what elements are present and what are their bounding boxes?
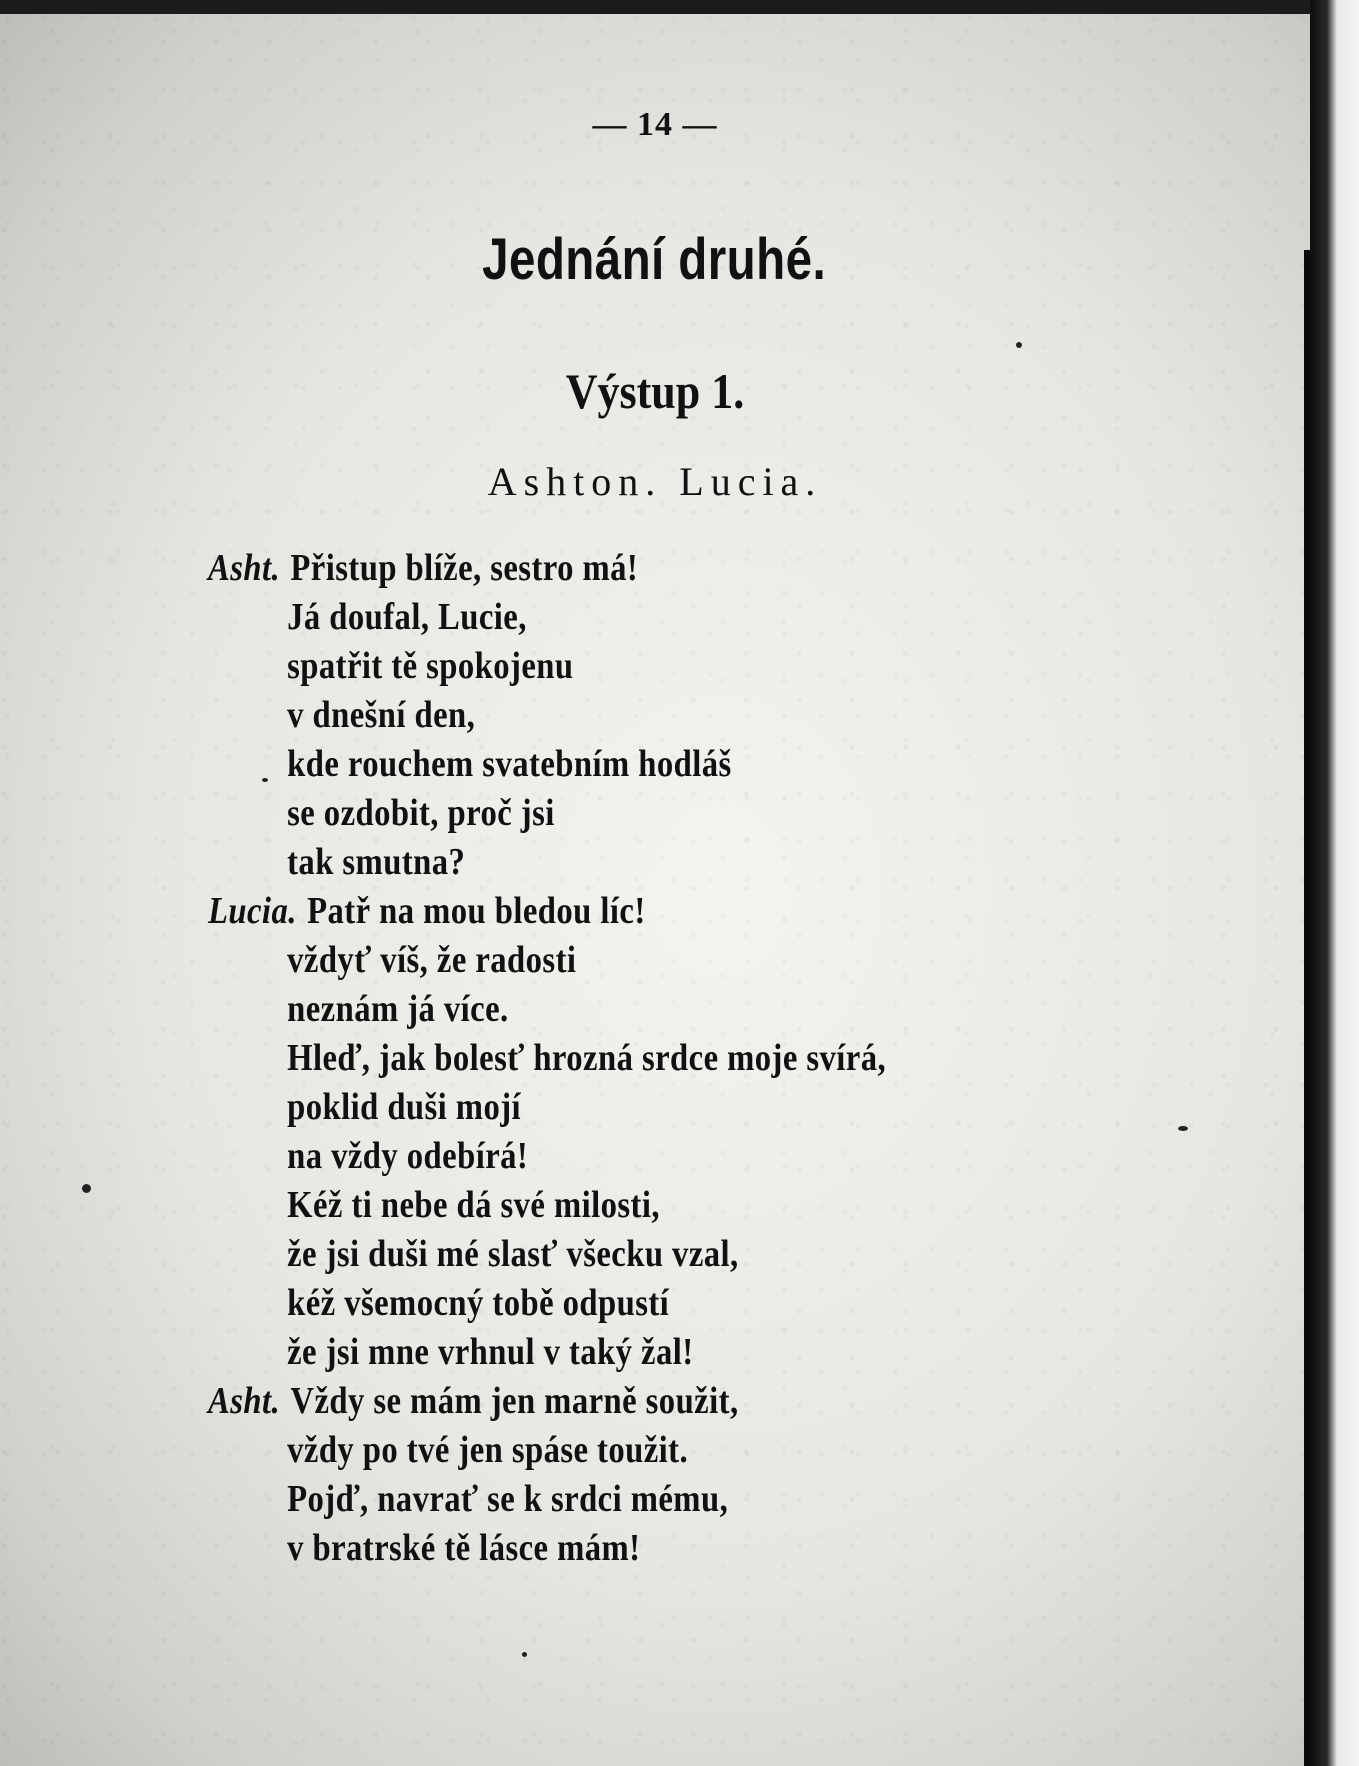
line-text: se ozdobit, proč jsi [287,792,555,834]
line-text: na vždy odebírá! [287,1135,529,1177]
character-list: Ashton. Lucia. [487,459,823,504]
dialogue-line [208,593,1137,642]
dialogue-line [208,642,1137,691]
line-text: že jsi mne vrhnul v taký žal! [287,1331,694,1373]
line-text: poklid duši mojí [287,1086,522,1128]
dialogue-line [208,936,1137,985]
line-text: Přistup blíže, sestro má! [290,547,639,589]
dialogue-line [208,887,1137,936]
line-text: kéž všemocný tobě odpustí [287,1282,670,1324]
line-text: Hleď, jak bolesť hrozná srdce moje svírá, [287,1037,887,1079]
dialogue-line [208,1377,1137,1426]
line-text: Pojď, navrať se k srdci mému, [287,1478,729,1520]
line-text: že jsi duši mé slasť všecku vzal, [287,1233,739,1275]
dialogue-line [208,1279,1137,1328]
dialogue-line [208,1426,1137,1475]
dialogue-block [208,544,1288,1573]
dialogue-line [208,789,1137,838]
ink-speck [1178,1126,1188,1131]
ink-speck [262,778,268,782]
line-text: Já doufal, Lucie, [287,596,527,638]
dialogue-line [208,691,1137,740]
dialogue-line [208,985,1137,1034]
line-text: kde rouchem svatebním hodláš [287,743,732,785]
ink-speck [82,1184,91,1193]
speaker-name: Lucia. [208,890,297,932]
speaker-name: Asht. [208,1380,281,1422]
dialogue-line [208,1328,1137,1377]
dialogue-line [208,1230,1137,1279]
line-text: v dnešní den, [287,694,476,736]
dialogue-line [208,1083,1137,1132]
line-text: spatřit tě spokojenu [287,645,574,687]
page-number: — 14 — [592,106,718,143]
book-page [0,14,1310,1766]
line-text: neznám já více. [287,988,509,1030]
scene-title: Výstup 1. [565,363,745,419]
dialogue-line [208,740,1137,789]
line-text: vždy po tvé jen spáse toužit. [287,1429,689,1471]
book-binding [1310,0,1359,1766]
dialogue-line [208,1034,1137,1083]
line-text: tak smutna? [287,841,466,883]
ink-speck [522,1652,527,1657]
dialogue-line [208,544,1137,593]
line-text: Patř na mou bledou líc! [307,890,646,932]
dialogue-line [208,1132,1137,1181]
line-text: Kéž ti nebe dá své milosti, [287,1184,660,1226]
dialogue-line [208,838,1137,887]
speaker-name: Asht. [208,547,281,589]
ink-speck [1016,342,1022,348]
act-title: Jednání druhé. [482,227,827,292]
line-text: Vždy se mám jen marně soužit, [290,1380,739,1422]
dialogue-line [208,1181,1137,1230]
dialogue-line [208,1475,1137,1524]
line-text: v bratrské tě lásce mám! [287,1527,641,1569]
dialogue-line [208,1524,1137,1573]
line-text: vždyť víš, že radosti [287,939,577,981]
